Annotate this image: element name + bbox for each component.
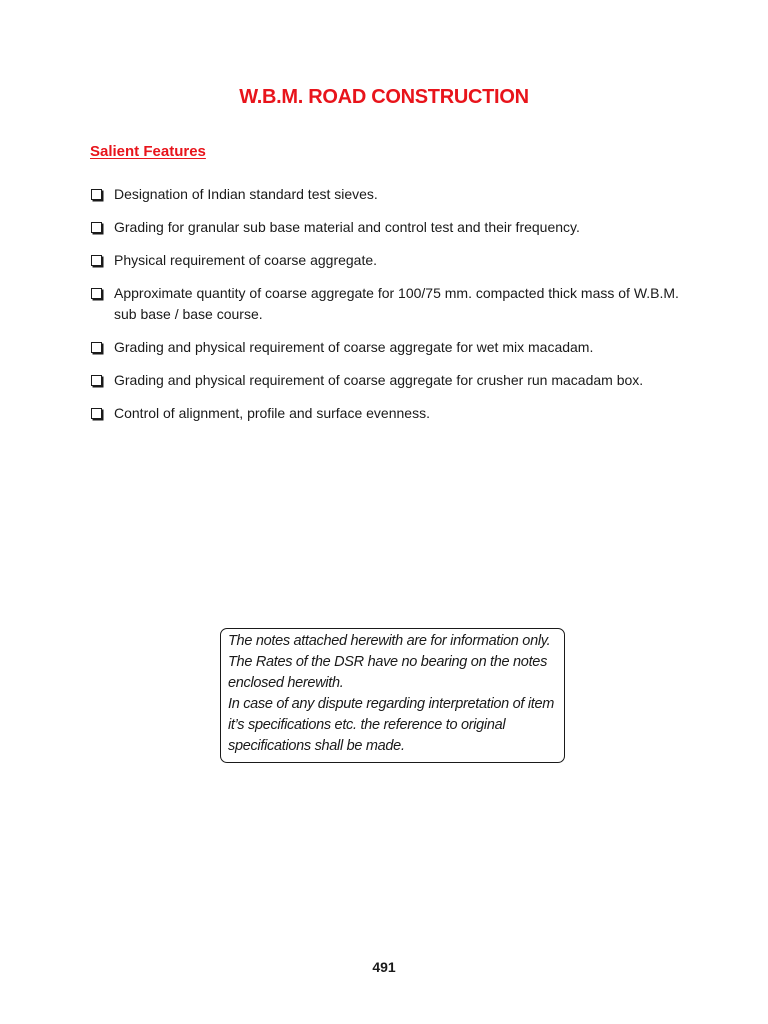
- checkbox-icon: [91, 189, 102, 200]
- list-item-text: Designation of Indian standard test sieves.: [114, 186, 378, 202]
- checkbox-icon: [91, 222, 102, 233]
- list-item-text: Control of alignment, profile and surface evenness.: [114, 405, 430, 421]
- list-item: [91, 217, 701, 238]
- page-number: 491: [372, 959, 396, 975]
- checkbox-icon: [91, 375, 102, 386]
- disclaimer-note-box: [220, 628, 565, 763]
- list-item-text: Grading and physical requirement of coarse aggregate for wet mix macadam.: [114, 339, 594, 355]
- checkbox-icon: [91, 408, 102, 419]
- list-item: [91, 283, 701, 325]
- section-heading-salient-features: Salient Features: [90, 143, 206, 160]
- list-item-text: Grading for granular sub base material and control test and their frequency.: [114, 219, 580, 235]
- list-item-text: Physical requirement of coarse aggregate.: [114, 252, 378, 268]
- list-item-text: Approximate quantity of coarse aggregate for 100/75 mm. compacted thick mass of W.B.M. sub base / base course.: [114, 285, 679, 322]
- disclaimer-note-paragraph: In case of any dispute regarding interpretation of item it’s specifications etc. the reference to original specifications shall be made.: [228, 696, 555, 754]
- checkbox-icon: [91, 342, 102, 353]
- checkbox-icon: [91, 255, 102, 266]
- list-item: [91, 403, 701, 424]
- list-item: [91, 337, 701, 358]
- list-item-text: Grading and physical requirement of coarse aggregate for crusher run macadam box.: [114, 372, 644, 388]
- checkbox-icon: [91, 288, 102, 299]
- list-item: [91, 184, 701, 205]
- disclaimer-note-paragraph: The notes attached herewith are for information only. The Rates of the DSR have no bearing on the notes enclosed herewith.: [228, 633, 551, 691]
- list-item: [91, 370, 701, 391]
- feature-list: [91, 184, 701, 436]
- page-title: W.B.M. ROAD CONSTRUCTION: [239, 86, 529, 108]
- list-item: [91, 250, 701, 271]
